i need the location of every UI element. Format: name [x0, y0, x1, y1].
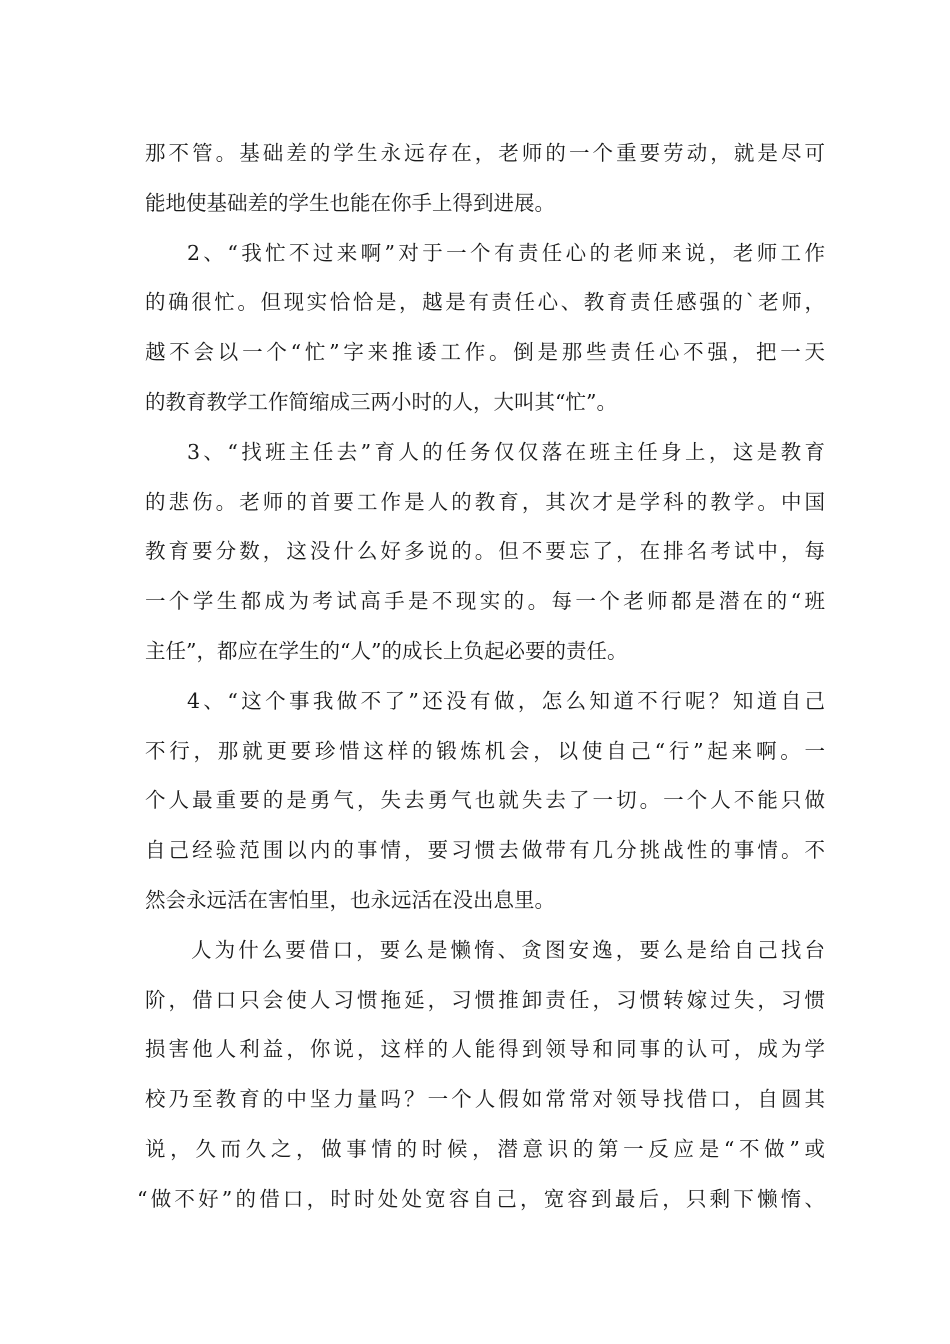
document-body: [137, 129, 825, 1225]
text-line: 教育要分数，这没什么好多说的。但不要忘了，在排名考试中，每: [145, 539, 825, 564]
text-line: 能地使基础差的学生也能在你手上得到进展。: [145, 190, 555, 215]
text-line: 那不管。基础差的学生永远存在，老师的一个重要劳动，就是尽可: [145, 141, 825, 165]
text-line: 说，久而久之，做事情的时候，潜意识的第一反应是“不做”或: [145, 1136, 825, 1161]
text-line: 越不会以一个“忙”字来推诿工作。倒是那些责任心不强，把一天: [145, 340, 825, 365]
text-line: 主任”，都应在学生的“人”的成长上负起必要的责任。: [145, 638, 628, 663]
text-line: 的教育教学工作简缩成三两小时的人，大叫其“忙”。: [145, 389, 617, 414]
text-line: 3、“找班主任去”育人的任务仅仅落在班主任身上，这是教育: [187, 439, 825, 464]
text-line: 的确很忙。但现实恰恰是，越是有责任心、教育责任感强的`老师，: [145, 290, 825, 315]
text-line: 损害他人利益，你说，这样的人能得到领导和同事的认可，成为学: [145, 1037, 825, 1062]
text-line: 个人最重要的是勇气，失去勇气也就失去了一切。一个人不能只做: [145, 788, 825, 813]
text-line: 然会永远活在害怕里，也永远活在没出息里。: [145, 887, 555, 912]
text-line: 阶，借口只会使人习惯拖延，习惯推卸责任，习惯转嫁过失，习惯: [145, 987, 825, 1012]
text-line: 不行，那就更要珍惜这样的锻炼机会，以使自己“行”起来啊。一: [145, 738, 825, 763]
text-line: 2、“我忙不过来啊”对于一个有责任心的老师来说，老师工作: [187, 240, 825, 265]
text-line: 一个学生都成为考试高手是不现实的。每一个老师都是潜在的“班: [145, 589, 825, 614]
text-line: 人为什么要借口，要么是懒惰、贪图安逸，要么是给自己找台: [191, 937, 825, 962]
text-line: “做不好”的借口，时时处处宽容自己，宽容到最后，只剩下懒惰、: [137, 1186, 825, 1211]
text-line: 4、“这个事我做不了”还没有做，怎么知道不行呢？知道自己: [187, 688, 825, 713]
text-line: 校乃至教育的中坚力量吗？一个人假如常常对领导找借口，自圆其: [145, 1087, 825, 1112]
text-line: 的悲伤。老师的首要工作是人的教育，其次才是学科的教学。中国: [145, 489, 825, 514]
text-line: 自己经验范围以内的事情，要习惯去做带有几分挑战性的事情。不: [145, 838, 825, 863]
